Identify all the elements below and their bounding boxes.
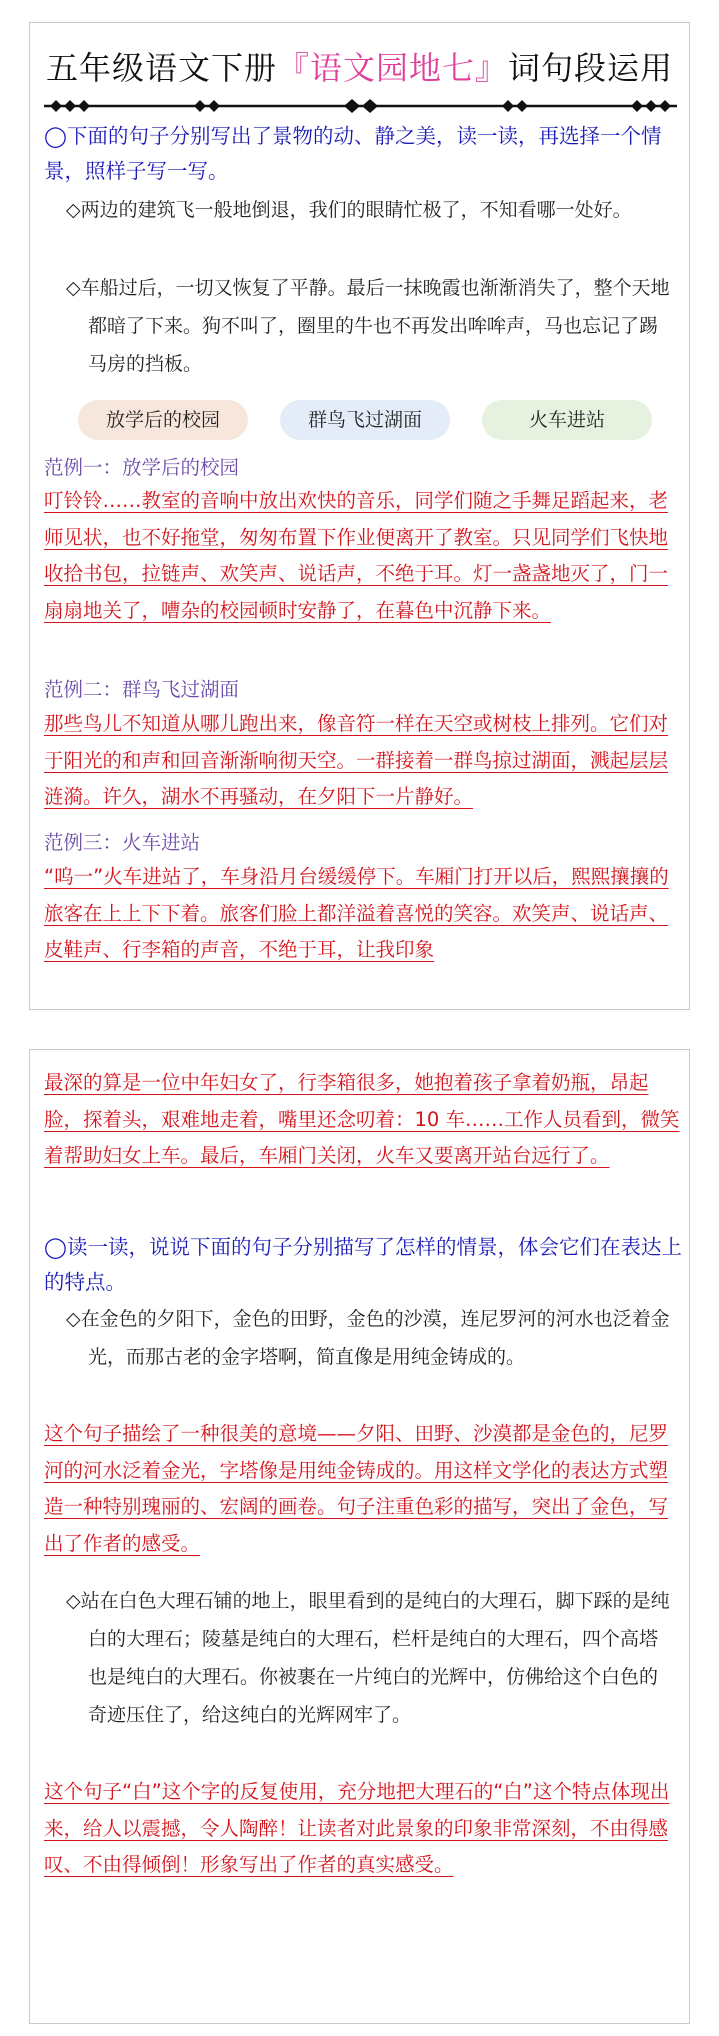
example-3-continuation: 最深的算是一位中年妇女了，行李箱很多，她抱着孩子拿着奶瓶，昂起脸，探着头，艰难地走着，嘴里还念叨着：10 车……工作人员看到，微笑着帮助妇女上车。最后，车厢门关闭，火车又要离开站台远行了。 <box>44 1071 680 1167</box>
example-3-text: “呜一”火车进站了，车身沿月台缓缓停下。车厢门打开以后，熙熙攘攘的旅客在上上下下着。旅客们脸上都洋溢着喜悦的笑容。欢笑声、说话声、皮鞋声、行李箱的声音，不绝于耳，让我印象 <box>44 865 669 961</box>
example-3-title: 范例三：火车进站 <box>44 831 201 854</box>
example-2-title: 范例二：群鸟飞过湖面 <box>44 678 240 701</box>
example-1-text: 叮铃铃……教室的音响中放出欢快的音乐，同学们随之手舞足蹈起来，老师见状，也不好拖堂，匆匆布置下作业便离开了教室。只见同学们飞快地收拾书包，拉链声、欢笑声、说话声，不绝于耳。灯一盏盏地灭了，门一扇扇地关了，嘈杂的校园顿时安静了，在暮色中沉静下来。 <box>44 489 669 622</box>
ornament-divider <box>44 99 677 113</box>
quote-2: ◇车船过后，一切又恢复了平静。最后一抹晚霞也渐渐消失了，整个天地都暗了下来。狗不叫了，圈里的牛也不再发出哞哞声，马也忘记了踢马房的挡板。 <box>66 277 670 375</box>
answer-2: 这个句子“白”这个字的反复使用，充分地把大理石的“白”这个特点体现出来，给人以震撼，令人陶醉！让读者对此景象的印象非常深刻，不由得感叹、不由得倾倒！形象写出了作者的真实感受。 <box>44 1780 670 1876</box>
scene-option-2: 群鸟飞过湖面 <box>280 400 450 440</box>
scene-option-3: 火车进站 <box>482 400 652 440</box>
page-panel-2 <box>29 1049 690 2024</box>
page-panel-1 <box>29 22 690 1010</box>
quote-1: ◇两边的建筑飞一般地倒退，我们的眼睛忙极了，不知看哪一处好。 <box>66 199 632 221</box>
example-2-text: 那些鸟儿不知道从哪儿跑出来，像音符一样在天空或树枝上排列。它们对于阳光的和声和回音渐渐响彻天空。一群接着一群鸟掠过湖面，溅起层层涟漪。许久，湖水不再骚动，在夕阳下一片静好。 <box>44 712 669 808</box>
title-highlight: 『语文园地七』 <box>276 49 508 87</box>
page-title <box>30 43 689 89</box>
title-main: 五年级语文下册 <box>45 49 277 87</box>
scene-option-1: 放学后的校园 <box>78 400 248 440</box>
quote-3: ◇在金色的夕阳下，金色的田野，金色的沙漠，连尼罗河的河水也泛着金光，而那古老的金字塔啊，简直像是用纯金铸成的。 <box>66 1308 670 1368</box>
answer-1: 这个句子描绘了一种很美的意境——夕阳、田野、沙漠都是金色的，尼罗河的河水泛着金光，字塔像是用纯金铸成的。用这样文学化的表达方式塑造一种特别瑰丽的、宏阔的画卷。句子注重色彩的描写，突出了金色，写出了作者的感受。 <box>44 1422 669 1555</box>
example-1-title: 范例一：放学后的校园 <box>44 456 240 479</box>
section1-heading: ◯下面的句子分别写出了景物的动、静之美，读一读，再选择一个情景，照样子写一写。 <box>44 124 662 183</box>
quote-4: ◇站在白色大理石铺的地上，眼里看到的是纯白的大理石，脚下踩的是纯白的大理石；陵墓是纯白的大理石，栏杆是纯白的大理石，四个高塔也是纯白的大理石。你被裹在一片纯白的光辉中，仿佛给这个白色的奇迹压住了，给这纯白的光辉网牢了。 <box>66 1590 670 1726</box>
section2-heading: ◯读一读，说说下面的句子分别描写了怎样的情景，体会它们在表达上的特点。 <box>44 1235 682 1294</box>
title-tail: 词句段运用 <box>508 49 674 87</box>
